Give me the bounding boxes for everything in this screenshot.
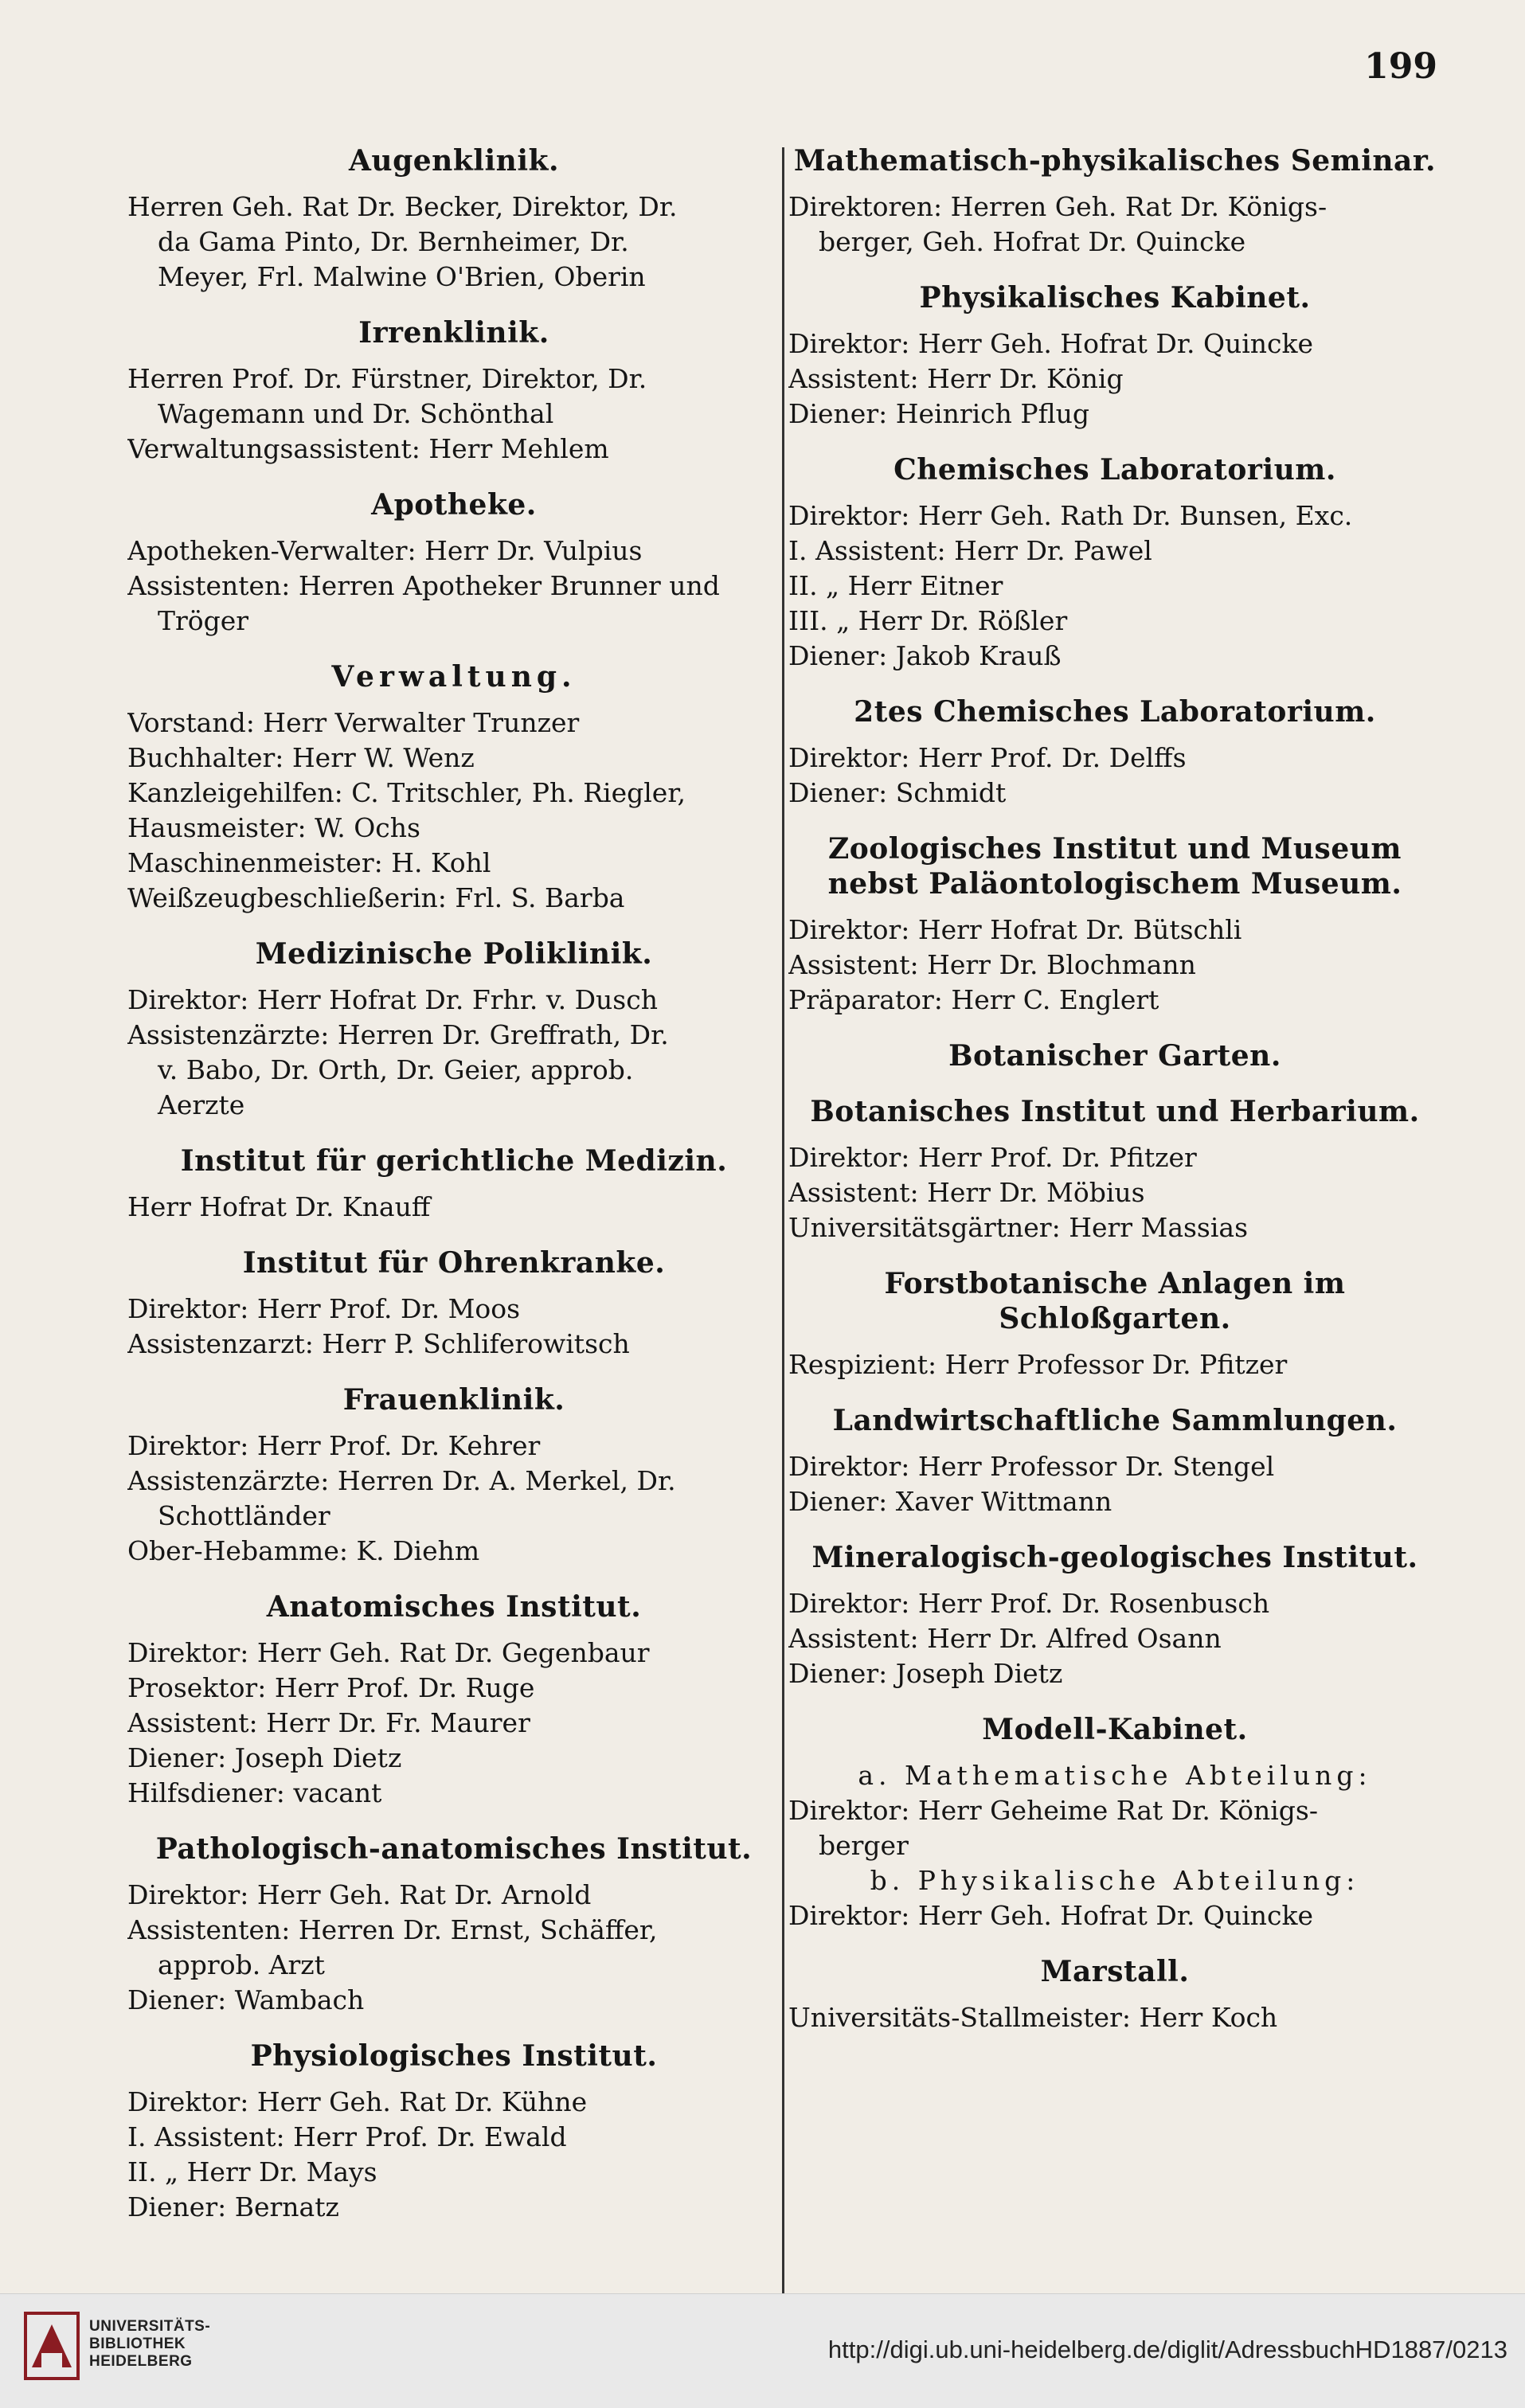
entry-line: Direktor: Herr Geh. Rat Dr. Kühne [127,2086,588,2117]
section [127,936,780,1123]
entry-line: Direktor: Herr Geh. Hofrat Dr. Quincke [788,328,1314,359]
entry-line: Diener: Heinrich Pflug [788,398,1089,429]
entry-line: Ober-Hebamme: K. Diehm [127,1535,480,1566]
entry-line: Direktor: Herr Prof. Dr. Pfitzer [788,1142,1197,1173]
section [127,659,780,916]
entry-line: II. „ Herr Eitner [788,570,1003,601]
section [127,487,780,639]
section [788,1038,1441,1073]
entry-line: Respizient: Herr Professor Dr. Pfitzer [788,1349,1288,1380]
entry-line: Assistent: Herr Dr. König [788,363,1124,394]
entry-line: Apotheken-Verwalter: Herr Dr. Vulpius [127,535,643,566]
section [788,1266,1441,1382]
section [127,315,780,467]
section-heading: Verwaltung. [331,660,577,694]
entry-line: Assistenzarzt: Herr P. Schliferowitsch [127,1328,630,1359]
entry-line: Diener: Schmidt [788,777,1007,808]
section-heading: Zoologisches Institut und Museum nebst Paläontologischem Museum. [827,832,1402,901]
entry-line: Diener: Bernatz [127,2191,339,2222]
entry-line: Diener: Wambach [127,1984,365,2015]
section-heading: Frauenklinik. [342,1383,565,1417]
left-column [127,143,780,2225]
section [127,1589,780,1811]
entry-line: Assistenzärzte: Herren Dr. Greffrath, Dr. [127,1019,669,1050]
entry-line: Tröger [158,605,249,636]
section [788,1403,1441,1519]
section-heading: Irrenklinik. [358,316,549,350]
entry-line: Wagemann und Dr. Schönthal [158,398,554,429]
section-heading: Chemisches Laboratorium. [893,453,1336,487]
section [788,831,1441,1018]
entry-line: Maschinenmeister: H. Kohl [127,847,491,878]
entry-line: Universitäts-Stallmeister: Herr Koch [788,2002,1278,2033]
entry-line: Direktor: Herr Prof. Dr. Kehrer [127,1430,541,1461]
entry-line: Direktor: Herr Geh. Hofrat Dr. Quincke [788,1900,1314,1931]
entry-line: Assistent: Herr Dr. Blochmann [788,949,1196,980]
entry-line: Diener: Jakob Krauß [788,640,1062,671]
entry-line: Buchhalter: Herr W. Wenz [127,742,475,773]
entry-line: I. Assistent: Herr Prof. Dr. Ewald [127,2121,567,2152]
section-heading: Botanisches Institut und Herbarium. [810,1095,1420,1128]
right-column [788,143,1441,2035]
entry-line: Aerzte [158,1089,245,1120]
section-heading: Augenklinik. [349,144,559,178]
entry-line: Direktor: Herr Prof. Dr. Rosenbusch [788,1588,1270,1619]
section-heading: Institut für gerichtliche Medizin. [180,1144,728,1178]
section-heading: Landwirtschaftliche Sammlungen. [832,1404,1398,1437]
entry-line: Direktoren: Herren Geh. Rat Dr. Königs- [788,191,1328,222]
entry-line: Weißzeugbeschließerin: Frl. S. Barba [127,882,625,913]
entry-line: Diener: Xaver Wittmann [788,1486,1112,1517]
entry-line: Herren Geh. Rat Dr. Becker, Direktor, Dr. [127,191,678,222]
entry-line: Assistenzärzte: Herren Dr. A. Merkel, Dr. [127,1465,676,1496]
entry-line: Direktor: Herr Professor Dr. Stengel [788,1451,1275,1482]
section-heading: Anatomisches Institut. [266,1590,642,1624]
entry-line: Herren Prof. Dr. Fürstner, Direktor, Dr. [127,363,647,394]
entry-line: II. „ Herr Dr. Mays [127,2156,377,2187]
entry-line: Assistent: Herr Dr. Möbius [788,1177,1145,1208]
library-name-line1: UNIVERSITÄTS- [89,2318,211,2335]
entry-line: approb. Arzt [158,1949,325,1980]
entry-line: berger [819,1830,909,1861]
entry-line: b. Physikalische Abteilung: [870,1865,1360,1896]
entry-line: da Gama Pinto, Dr. Bernheimer, Dr. [158,226,629,257]
entry-line: a. Mathematische Abteilung: [858,1760,1372,1791]
section-heading: Apotheke. [371,488,537,522]
section [127,1382,780,1569]
section [788,1094,1441,1245]
section [788,1712,1441,1933]
permalink-url[interactable]: http://digi.ub.uni-heidelberg.de/diglit/AdressbuchHD1887/0213 [827,2336,1507,2363]
page-number: 199 [1364,46,1437,87]
entry-line: Kanzleigehilfen: C. Tritschler, Ph. Riegler, [127,777,686,808]
section [127,1831,780,2018]
entry-line: Diener: Joseph Dietz [788,1658,1063,1689]
entry-line: Prosektor: Herr Prof. Dr. Ruge [127,1672,535,1703]
section [788,1954,1441,2035]
entry-line: berger, Geh. Hofrat Dr. Quincke [819,226,1246,257]
section-heading: Botanischer Garten. [948,1039,1281,1073]
library-name-line2: BIBLIOTHEK [89,2336,186,2352]
section [127,1143,780,1225]
section-heading: Mineralogisch-geologisches Institut. [811,1541,1418,1574]
entry-line: Hausmeister: W. Ochs [127,812,420,843]
section-heading: Physiologisches Institut. [250,2039,658,2073]
section [788,143,1441,260]
entry-line: Vorstand: Herr Verwalter Trunzer [127,707,580,738]
library-name-line3: HEIDELBERG [89,2353,193,2370]
section [788,1540,1441,1691]
section-heading: Physikalisches Kabinet. [919,281,1311,315]
section [127,1245,780,1362]
entry-line: I. Assistent: Herr Dr. Pawel [788,535,1152,566]
entry-line: Assistenten: Herren Apotheker Brunner und [127,570,720,601]
entry-line: Direktor: Herr Geh. Rat Dr. Gegenbaur [127,1637,650,1668]
section-heading: Medizinische Poliklinik. [255,937,653,971]
column-divider [782,147,784,2297]
section-heading: Institut für Ohrenkranke. [242,1246,666,1280]
entry-line: III. „ Herr Dr. Rößler [788,605,1068,636]
section-heading: 2tes Chemisches Laboratorium. [854,695,1376,729]
entry-line: Assistent: Herr Dr. Fr. Maurer [127,1707,530,1738]
entry-line: v. Babo, Dr. Orth, Dr. Geier, approb. [158,1054,634,1085]
section [788,280,1441,432]
entry-line: Assistent: Herr Dr. Alfred Osann [788,1623,1222,1654]
entry-line: Direktor: Herr Prof. Dr. Moos [127,1293,521,1324]
entry-line: Präparator: Herr C. Englert [788,984,1159,1015]
section-heading: Mathematisch-physikalisches Seminar. [793,144,1437,178]
entry-line: Diener: Joseph Dietz [127,1742,402,1773]
entry-line: Direktor: Herr Geheime Rat Dr. Königs- [788,1795,1318,1826]
entry-line: Direktor: Herr Prof. Dr. Delffs [788,742,1187,773]
viewer-footer [0,2293,1525,2408]
entry-line: Meyer, Frl. Malwine O'Brien, Oberin [158,261,646,292]
section [127,143,780,295]
section [788,694,1441,811]
university-library-logo-icon [24,2312,80,2380]
entry-line: Universitätsgärtner: Herr Massias [788,1212,1249,1243]
section [127,2039,780,2225]
library-name [89,2318,210,2371]
entry-line: Assistenten: Herren Dr. Ernst, Schäffer, [127,1914,658,1945]
entry-line: Direktor: Herr Hofrat Dr. Bütschli [788,914,1242,945]
section-heading: Pathologisch-anatomisches Institut. [155,1832,753,1866]
section-heading: Marstall. [1040,1955,1190,1988]
entry-line: Schottländer [158,1500,330,1531]
section-heading: Forstbotanische Anlagen im Schloßgarten. [884,1267,1346,1335]
entry-line: Direktor: Herr Hofrat Dr. Frhr. v. Dusch [127,984,658,1015]
entry-line: Herr Hofrat Dr. Knauff [127,1191,431,1222]
entry-line: Direktor: Herr Geh. Rath Dr. Bunsen, Exc. [788,500,1353,531]
section [788,452,1441,674]
section-heading: Modell-Kabinet. [982,1713,1248,1746]
entry-line: Hilfsdiener: vacant [127,1777,382,1808]
entry-line: Verwaltungsassistent: Herr Mehlem [127,433,609,464]
entry-line: Direktor: Herr Geh. Rat Dr. Arnold [127,1879,592,1910]
